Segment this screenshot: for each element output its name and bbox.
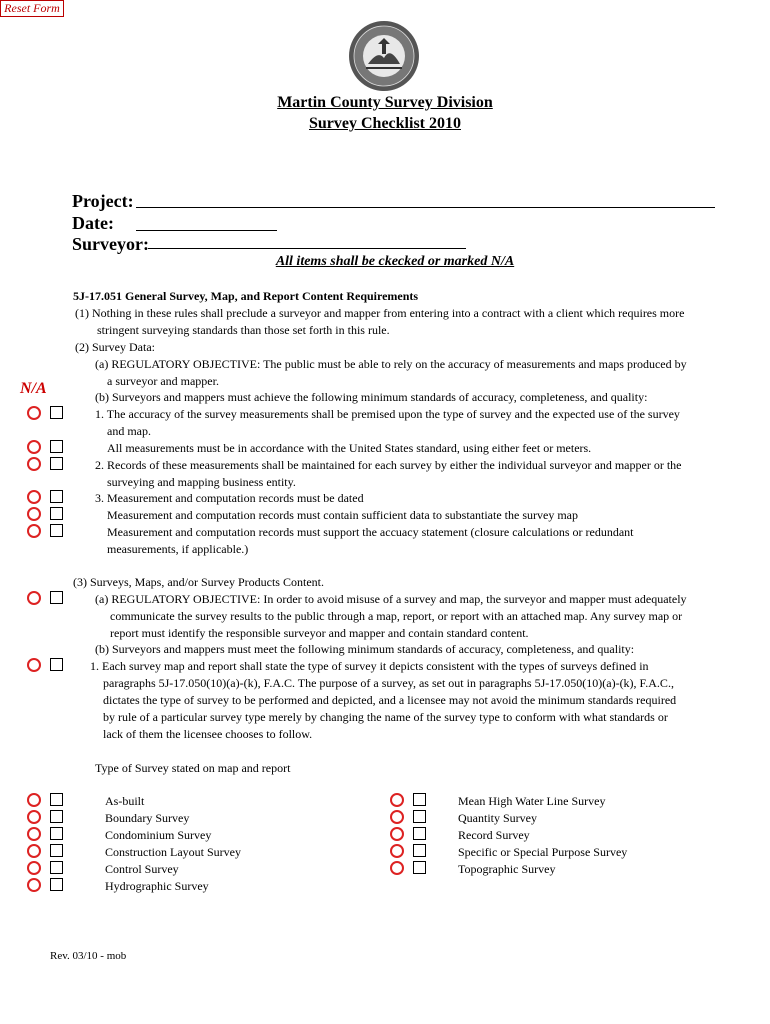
date-label: Date:: [72, 213, 114, 233]
na-radio[interactable]: [27, 490, 41, 504]
project-field[interactable]: [136, 207, 715, 208]
na-radio[interactable]: [27, 507, 41, 521]
item-checkbox[interactable]: [50, 861, 63, 874]
survey-type-heading: Type of Survey stated on map and report: [95, 761, 291, 775]
survey-type-label: Hydrographic Survey: [105, 879, 209, 893]
paragraph: and map.: [107, 424, 151, 438]
section-heading: 5J-17.051 General Survey, Map, and Report Content Requirements: [73, 289, 419, 303]
na-radio[interactable]: [27, 810, 41, 824]
item-checkbox[interactable]: [50, 406, 63, 419]
reset-form-button[interactable]: Reset Form: [0, 0, 64, 17]
paragraph: paragraphs 5J-17.050(10)(a)-(k), F.A.C. The purpose of a survey, as set out in paragraphs 5J-17.050(10)(a)-(k), F.A.C.,: [103, 676, 674, 690]
date-field[interactable]: [136, 230, 277, 231]
paragraph: report must identify the responsible surveyor and mapper and contain standard content.: [110, 626, 529, 640]
checklist-item: 1. The accuracy of the survey measurements shall be premised upon the type of survey and the expected use of the survey: [95, 407, 680, 421]
checklist-item: 2. Records of these measurements shall be maintained for each survey by either the individual surveyor and mapper or the: [95, 458, 682, 472]
paragraph: lack of them the licensee chooses to follow.: [103, 727, 313, 741]
surveyor-field[interactable]: [148, 248, 466, 249]
item-checkbox[interactable]: [50, 658, 63, 671]
survey-type-label: Specific or Special Purpose Survey: [458, 845, 628, 859]
na-radio[interactable]: [27, 878, 41, 892]
paragraph: measurements, if applicable.): [107, 542, 249, 556]
page-subtitle: Survey Checklist 2010: [309, 115, 461, 132]
checklist-item: 1. Each survey map and report shall state the type of survey it depicts consistent with the types of surveys defined in: [90, 659, 649, 673]
paragraph: communicate the survey results to the public through a map, report, or report with an attached map. Any survey map or: [110, 609, 683, 623]
revision-footer: Rev. 03/10 - mob: [50, 950, 127, 962]
paragraph: stringent surveying standards than those set forth in this rule.: [97, 323, 390, 337]
na-label: N/A: [20, 380, 47, 397]
checklist-item: 3. Measurement and computation records must be dated: [95, 491, 364, 505]
paragraph: (b) Surveyors and mappers must meet the following minimum standards of accuracy, completeness, and quality:: [95, 642, 635, 656]
paragraph: (2) Survey Data:: [75, 340, 155, 354]
na-radio[interactable]: [27, 406, 41, 420]
item-checkbox[interactable]: [50, 827, 63, 840]
paragraph: (3) Surveys, Maps, and/or Survey Products Content.: [73, 575, 324, 589]
item-checkbox[interactable]: [50, 490, 63, 503]
survey-type-label: Record Survey: [458, 828, 530, 842]
survey-type-label: Boundary Survey: [105, 811, 190, 825]
item-checkbox[interactable]: [50, 793, 63, 806]
na-radio[interactable]: [27, 861, 41, 875]
item-checkbox[interactable]: [413, 810, 426, 823]
survey-type-label: Construction Layout Survey: [105, 845, 241, 859]
na-radio[interactable]: [390, 793, 404, 807]
checklist-item: Measurement and computation records must contain sufficient data to substantiate the survey map: [107, 508, 578, 522]
item-checkbox[interactable]: [413, 844, 426, 857]
na-radio[interactable]: [27, 844, 41, 858]
na-radio[interactable]: [390, 844, 404, 858]
item-checkbox[interactable]: [50, 844, 63, 857]
na-radio[interactable]: [27, 827, 41, 841]
county-seal-logo: [348, 20, 420, 92]
item-checkbox[interactable]: [413, 827, 426, 840]
item-checkbox[interactable]: [50, 457, 63, 470]
item-checkbox[interactable]: [50, 507, 63, 520]
item-checkbox[interactable]: [413, 793, 426, 806]
paragraph: a surveyor and mapper.: [107, 374, 219, 388]
paragraph: (b) Surveyors and mappers must achieve the following minimum standards of accuracy, completeness, and quality:: [95, 390, 648, 404]
paragraph: dictates the type of survey to be performed and depicted, and a licensee may not avoid the minimum standards required: [103, 693, 677, 707]
survey-type-label: Mean High Water Line Survey: [458, 794, 606, 808]
survey-type-label: As-built: [105, 794, 145, 808]
item-checkbox[interactable]: [50, 878, 63, 891]
na-radio[interactable]: [27, 591, 41, 605]
item-checkbox[interactable]: [50, 440, 63, 453]
survey-type-label: Control Survey: [105, 862, 179, 876]
page-title: Martin County Survey Division: [277, 94, 493, 111]
paragraph: surveying and mapping business entity.: [107, 475, 296, 489]
na-radio[interactable]: [27, 658, 41, 672]
na-radio[interactable]: [390, 861, 404, 875]
na-radio[interactable]: [390, 810, 404, 824]
na-radio[interactable]: [27, 457, 41, 471]
na-radio[interactable]: [27, 793, 41, 807]
paragraph: (a) REGULATORY OBJECTIVE: The public must be able to rely on the accuracy of measurements and maps produced by: [95, 357, 687, 371]
checklist-item: Measurement and computation records must support the accuacy statement (closure calculations or redundant: [107, 525, 634, 539]
instruction-note: All items shall be ckecked or marked N/A: [275, 254, 515, 269]
na-radio[interactable]: [390, 827, 404, 841]
survey-type-label: Quantity Survey: [458, 811, 537, 825]
checklist-item: All measurements must be in accordance with the United States standard, using either feet or meters.: [107, 441, 592, 455]
na-radio[interactable]: [27, 440, 41, 454]
survey-type-label: Topographic Survey: [458, 862, 556, 876]
checklist-item: (a) REGULATORY OBJECTIVE: In order to avoid misuse of a survey and map, the surveyor and mapper must adequately: [95, 592, 687, 606]
item-checkbox[interactable]: [413, 861, 426, 874]
item-checkbox[interactable]: [50, 591, 63, 604]
paragraph: (1) Nothing in these rules shall preclude a surveyor and mapper from entering into a contract with a client which requires more: [75, 306, 685, 320]
item-checkbox[interactable]: [50, 524, 63, 537]
paragraph: by rule of a particular survey type merely by changing the name of the survey type to conform with what standards or: [103, 710, 668, 724]
surveyor-label: Surveyor:: [72, 234, 149, 254]
project-label: Project:: [72, 191, 134, 211]
na-radio[interactable]: [27, 524, 41, 538]
survey-type-label: Condominium Survey: [105, 828, 212, 842]
item-checkbox[interactable]: [50, 810, 63, 823]
